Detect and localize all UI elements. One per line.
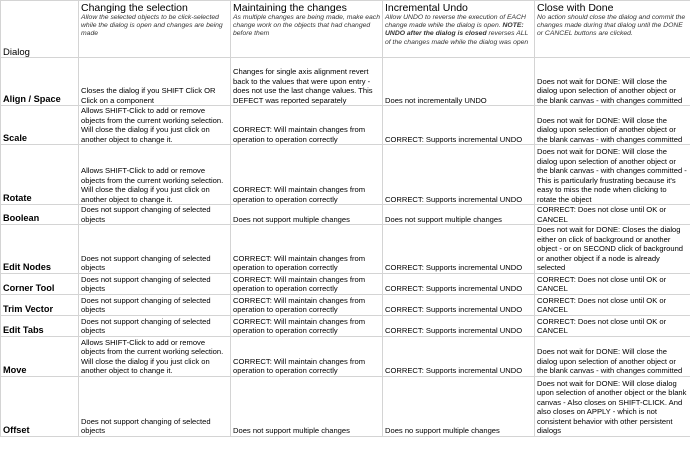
cell-selection: Does not support changing of selected objects — [79, 294, 231, 315]
header-description-bold: NOTE: UNDO after the dialog is closed — [385, 22, 524, 38]
header-title: Changing the selection — [81, 2, 188, 14]
row-dialog-name: Trim Vector — [1, 294, 79, 315]
cell-changes: CORRECT: Will maintain changes from operation to operation correctly — [231, 106, 383, 145]
cell-changes: CORRECT: Will maintain changes from operation to operation correctly — [231, 336, 383, 376]
cell-selection: Closes the dialog if you SHIFT Click OR Click on a component — [79, 58, 231, 106]
cell-selection: Does not support changing of selected objects — [79, 205, 231, 225]
table-row — [1, 205, 690, 225]
cell-selection: Does not support changing of selected objects — [79, 315, 231, 336]
row-dialog-name: Align / Space — [1, 58, 79, 106]
cell-done: Does not wait for DONE: Will close the dialog upon selection of another object or the blank canvas - with changes committed — [535, 58, 690, 106]
header-description: No action should close the dialog and commit the changes made during that dialog until the DONE or CANCEL buttons are clicked. — [537, 14, 686, 38]
header-close-with-done — [535, 1, 690, 58]
cell-changes: CORRECT: Will maintain changes from operation to operation correctly — [231, 315, 383, 336]
row-dialog-name: Rotate — [1, 145, 79, 205]
cell-done: CORRECT: Does not close until OK or CANCEL — [535, 315, 690, 336]
table-row — [1, 315, 690, 336]
cell-done: Does not wait for DONE: Closes the dialog either on click of background or another object - or on SECOND click of background or another object if a node is already selected — [535, 225, 690, 274]
header-title: Maintaining the changes — [233, 2, 347, 14]
table-row — [1, 294, 690, 315]
cell-done: CORRECT: Does not close until OK or CANCEL — [535, 205, 690, 225]
cell-done: CORRECT: Does not close until OK or CANCEL — [535, 294, 690, 315]
cell-undo: CORRECT: Supports incremental UNDO — [383, 315, 535, 336]
row-dialog-name: Edit Tabs — [1, 315, 79, 336]
cell-changes: Does not support multiple changes — [231, 376, 383, 436]
header-incremental-undo — [383, 1, 535, 58]
cell-selection: Allows SHIFT-Click to add or remove objects from the current working selection. Will close the dialog if you just click on another object to change it. — [79, 145, 231, 205]
header-changing-selection — [79, 1, 231, 58]
header-row — [1, 1, 690, 58]
table-row — [1, 145, 690, 205]
cell-selection: Does not support changing of selected objects — [79, 273, 231, 294]
table-row — [1, 376, 690, 436]
dialog-column-header: Dialog — [1, 1, 79, 58]
cell-undo: CORRECT: Supports incremental UNDO — [383, 106, 535, 145]
row-dialog-name: Edit Nodes — [1, 225, 79, 274]
cell-done: Does not wait for DONE: Will close the dialog upon selection of another object or the blank canvas - with changes committed — [535, 336, 690, 376]
header-title: Incremental Undo — [385, 2, 468, 14]
row-dialog-name: Move — [1, 336, 79, 376]
cell-changes: CORRECT: Will maintain changes from operation to operation correctly — [231, 225, 383, 274]
table-row — [1, 58, 690, 106]
cell-done: CORRECT: Does not close until OK or CANCEL — [535, 273, 690, 294]
table-row — [1, 225, 690, 274]
cell-undo: Does not support multiple changes — [383, 205, 535, 225]
table-row — [1, 106, 690, 145]
cell-undo: Does no support multiple changes — [383, 376, 535, 436]
header-title: Close with Done — [537, 2, 614, 14]
header-description-part: reverses ALL of the changes made while the dialog was open — [385, 30, 529, 46]
cell-selection: Does not support changing of selected objects — [79, 225, 231, 274]
cell-selection: Does not support changing of selected objects — [79, 376, 231, 436]
cell-undo: CORRECT: Supports incremental UNDO — [383, 225, 535, 274]
cell-undo: Does not incrementally UNDO — [383, 58, 535, 106]
cell-undo: CORRECT: Supports incremental UNDO — [383, 273, 535, 294]
cell-done: Does not wait for DONE: Will close the dialog upon selection of another object or the blank canvas - with changes committed — [535, 106, 690, 145]
row-dialog-name: Boolean — [1, 205, 79, 225]
cell-changes: Does not support multiple changes — [231, 205, 383, 225]
header-description — [385, 14, 532, 47]
cell-undo: CORRECT: Supports incremental UNDO — [383, 294, 535, 315]
cell-changes: CORRECT: Will maintain changes from operation to operation correctly — [231, 294, 383, 315]
header-description-part: Allow UNDO to reverse the execution of EACH change made while the dialog is open. — [385, 14, 526, 30]
row-dialog-name: Offset — [1, 376, 79, 436]
header-description: As multiple changes are being made, make each change work on the objects that had changed before them — [233, 14, 380, 38]
cell-selection: Allows SHIFT-Click to add or remove objects from the current working selection. Will close the dialog if you just click on another object to change it. — [79, 336, 231, 376]
table-row — [1, 336, 690, 376]
row-dialog-name: Corner Tool — [1, 273, 79, 294]
header-description: Allow the selected objects to be click-selected while the dialog is open and changes are being made — [81, 14, 223, 38]
header-maintaining-changes — [231, 1, 383, 58]
cell-changes: Changes for single axis alignment revert back to the values that were upon entry - does not use the last change values. This DEFECT was reported separately — [231, 58, 383, 106]
cell-selection: Allows SHIFT-Click to add or remove objects from the current working selection. Will close the dialog if you just click on another object to change it. — [79, 106, 231, 145]
table-row — [1, 273, 690, 294]
cell-undo: CORRECT: Supports incremental UNDO — [383, 336, 535, 376]
cell-changes: CORRECT: Will maintain changes from operation to operation correctly — [231, 145, 383, 205]
cell-done: Does not wait for DONE: Will close dialog upon selection of another object or the blank canvas - Also closes on SHIFT-CLICK. And also closes on APPLY - which is not consistent behavior with other persistent dialogs — [535, 376, 690, 436]
cell-undo: CORRECT: Supports incremental UNDO — [383, 145, 535, 205]
row-dialog-name: Scale — [1, 106, 79, 145]
cell-changes: CORRECT: Will maintain changes from operation to operation correctly — [231, 273, 383, 294]
cell-done: Does not wait for DONE: Will close the dialog upon selection of another object or the blank canvas - with changes committed - This is particularly frustrating because it's easy to miss the node when clicking to rotate the object — [535, 145, 690, 205]
